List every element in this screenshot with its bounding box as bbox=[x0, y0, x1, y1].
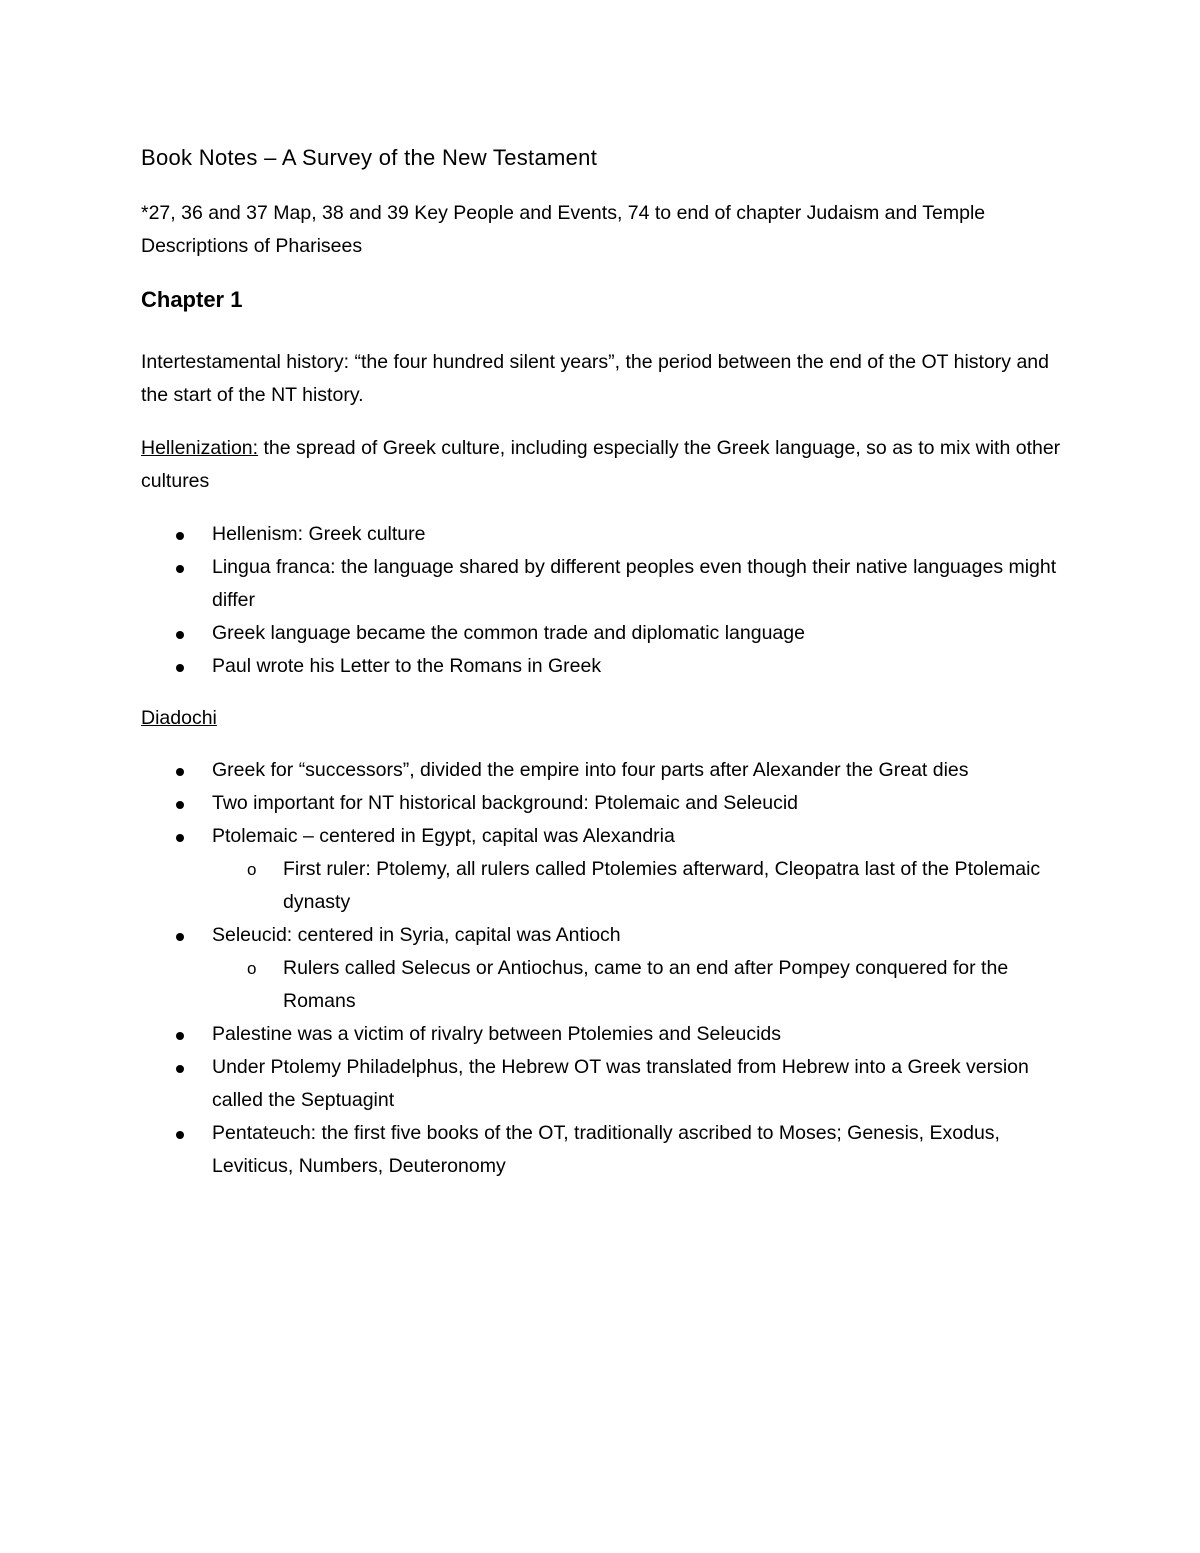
list-item: Paul wrote his Letter to the Romans in Greek bbox=[141, 650, 1071, 683]
list-item-text: Seleucid: centered in Syria, capital was Antioch bbox=[212, 924, 621, 946]
hellenization-list bbox=[141, 518, 1071, 683]
list-item bbox=[141, 919, 1071, 1018]
ptolemaic-sublist bbox=[212, 853, 1071, 919]
chapter-heading: Chapter 1 bbox=[141, 287, 243, 312]
list-item: Lingua franca: the language shared by different peoples even though their native languages might differ bbox=[141, 551, 1071, 617]
reading-note: *27, 36 and 37 Map, 38 and 39 Key People and Events, 74 to end of chapter Judaism and Temple Descriptions of Pharisees bbox=[141, 202, 986, 257]
hellenization-paragraph bbox=[141, 432, 1061, 498]
hellenization-term: Hellenization: bbox=[141, 437, 259, 459]
list-item bbox=[141, 820, 1071, 919]
list-item-text: Ptolemaic – centered in Egypt, capital was Alexandria bbox=[212, 825, 675, 847]
intertestamental-paragraph: Intertestamental history: “the four hundred silent years”, the period between the end of the OT history and the start of the NT history. bbox=[141, 351, 1049, 406]
sub-list-item: o First ruler: Ptolemy, all rulers called Ptolemies afterward, Cleopatra last of the Ptolemaic dynasty bbox=[212, 853, 1071, 919]
list-item: Pentateuch: the first five books of the OT, traditionally ascribed to Moses; Genesis, Exodus, Leviticus, Numbers, Deuteronomy bbox=[141, 1117, 1071, 1183]
hellenization-definition: the spread of Greek culture, including especially the Greek language, so as to mix with other cultures bbox=[141, 437, 1061, 492]
list-item: Greek for “successors”, divided the empire into four parts after Alexander the Great dies bbox=[141, 754, 1071, 787]
list-item: Greek language became the common trade and diplomatic language bbox=[141, 617, 1071, 650]
sub-list-item: o Rulers called Selecus or Antiochus, came to an end after Pompey conquered for the Romans bbox=[212, 952, 1071, 1018]
list-item: Palestine was a victim of rivalry between Ptolemies and Seleucids bbox=[141, 1018, 1071, 1051]
list-item: Hellenism: Greek culture bbox=[141, 518, 1071, 551]
list-item: Under Ptolemy Philadelphus, the Hebrew OT was translated from Hebrew into a Greek version called the Septuagint bbox=[141, 1051, 1071, 1117]
diadochi-heading bbox=[141, 702, 1061, 735]
diadochi-heading-text: Diadochi bbox=[141, 707, 217, 729]
diadochi-list bbox=[141, 754, 1071, 1183]
seleucid-sublist bbox=[212, 952, 1071, 1018]
list-item: Two important for NT historical background: Ptolemaic and Seleucid bbox=[141, 787, 1071, 820]
document-title: Book Notes – A Survey of the New Testament bbox=[141, 145, 598, 170]
